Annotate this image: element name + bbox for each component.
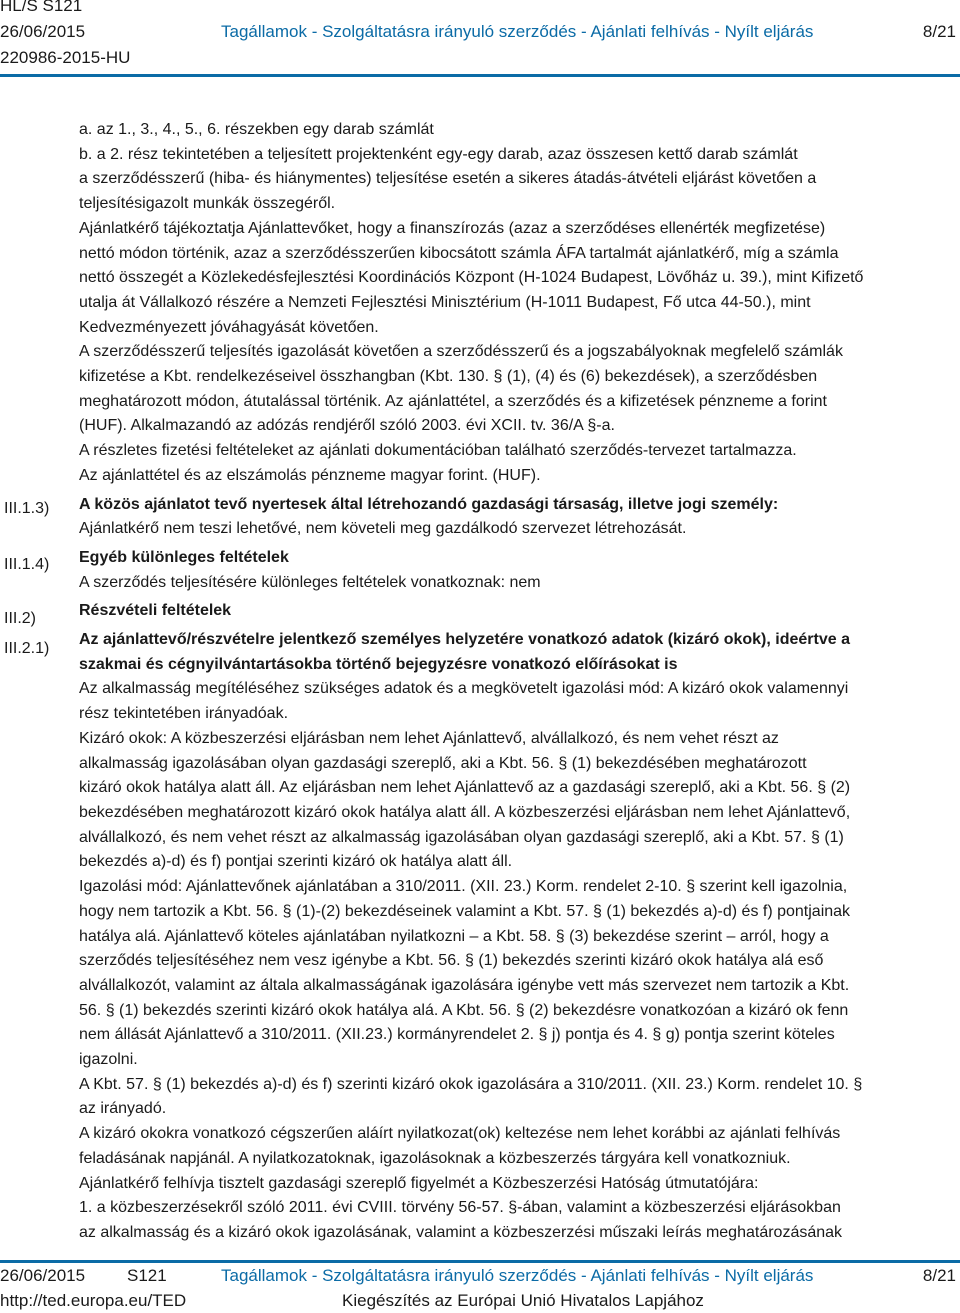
footer-title: Tagállamok - Szolgáltatásra irányuló szerződés - Ajánlati felhívás - Nyílt eljárás [221,1266,814,1285]
text-line: A szerződésszerű teljesítés igazolását követően a szerződésszerű és a jogszabályoknak megfelelő számlák [79,343,843,361]
section-heading-III-1-4: Egyéb különleges feltételek [79,548,289,566]
footer-subtitle: Kiegészítés az Európai Unió Hivatalos Lapjához [342,1291,704,1310]
text-line: nettó módon történik, azaz a szerződésszerűen kibocsátott számla ÁFA tartalmát ajánlatkérő, míg a számla [79,244,839,262]
text-line: feladásának napjánál. A nyilatkozatoknak, igazolásoknak a közbeszerzés tárgyára kell vonatkozniuk. [79,1149,791,1167]
text-line: A Kbt. 57. § (1) bekezdés a)-d) és f) szerinti kizáró okok igazolására a 310/2011. (XII. 23.) Korm. rendelet 10. § [79,1075,863,1093]
text-line: (HUF). Alkalmazandó az adózás rendjéről szóló 2003. évi XCII. tv. 36/A §-a. [79,417,615,435]
exclusion-grounds-text [79,677,949,1245]
text-line: Kedvezményezett jóváhagyását követően. [79,318,379,336]
text-line: az irányadó. [79,1100,167,1118]
text-line: Kizáró okok: A közbeszerzési eljárásban nem lehet Ajánlattevő, alvállalkozó, és nem vehet részt az [79,729,779,747]
text-line: Ajánlatkérő tájékoztatja Ajánlattevőket, hogy a finanszírozás (azaz a szerződéses ellenérték megfizetése) [79,219,826,237]
section-label-III-2: III.2) [4,610,37,627]
section-heading-III-2-1-line2: szakmai és cégnyilvántartásokba történő bejegyzésre vonatkozó előírásokat is [79,655,678,673]
section-heading-III-2: Részvételi feltételek [79,602,232,620]
footer-series: S121 [127,1266,167,1285]
footer-page-number: 8/21 [922,1266,956,1285]
text-line: nettó összegét a Közlekedésfejlesztési Koordinációs Központ (H-1024 Budapest, Lövőház u. 39.), mint Kifizető [79,269,864,287]
section-label-III-1-3: III.1.3) [4,500,50,517]
section-label-III-2-1: III.2.1) [4,640,50,657]
text-line: hatálya alá. Ajánlattevő köteles ajánlatában nyilatkozni – a Kbt. 58. § (3) bekezdése szerint – arról, hogy a [79,927,829,945]
text-line: teljesítésigazolt munkák összegéről. [79,195,336,213]
text-line: Igazolási mód: Ajánlattevőnek ajánlatában a 310/2011. (XII. 23.) Korm. rendelet 2-10. § szerint kell igazolnia, [79,878,848,896]
text-line: A részletes fizetési feltételeket az ajánlati dokumentációban található szerződés-tervezet tartalmazza. [79,442,797,460]
text-line: Ajánlatkérő felhívja tisztelt gazdasági szereplő figyelmét a Közbeszerzési Hatóság útmutatójára: [79,1174,759,1192]
text-line: bekezdésében meghatározott kizáró okok hatálya alatt áll. A közbeszerzési eljárásban nem lehet Ajánlattevő, [79,803,851,821]
text-line: alvállalkozót, valamint az általa alkalmasságának igazolására igénybe vett más szervezet nem tartozik a Kbt. [79,976,850,994]
footer-url-link[interactable]: http://ted.europa.eu/TED [0,1291,187,1310]
document-body [79,118,949,1246]
text-line: 56. § (1) bekezdés szerinti kizáró okok hatálya alá. A Kbt. 56. § (2) bekezdésre vonatkozóan a kizáró ok fenn [79,1001,849,1019]
payment-terms [79,118,949,489]
text-line: alvállalkozó, és nem vehet részt az alkalmasság igazolásában olyan gazdasági szereplő, aki a Kbt. 57. § (1) [79,828,844,846]
text-line: A kizáró okokra vonatkozó cégszerűen aláírt nyilatkozat(ok) keltezése nem lehet korábbi az ajánlati felhívás [79,1125,841,1143]
header-date: 26/06/2015 [0,22,86,41]
header-title: Tagállamok - Szolgáltatásra irányuló szerződés - Ajánlati felhívás - Nyílt eljárás [221,22,814,41]
section-text-III-1-4: A szerződés teljesítésére különleges feltételek vonatkoznak: nem [79,573,541,591]
text-line: bekezdés a)-d) és f) pontjai szerinti kizáró ok hatálya alatt áll. [79,853,513,871]
section-heading-III-1-3: A közös ajánlatot tevő nyertesek által létrehozandó gazdasági társaság, illetve jogi személy: [79,495,779,513]
header-rule [0,74,960,77]
text-line: utalja át Vállalkozó részére a Nemzeti Fejlesztési Minisztérium (H-1011 Budapest, Fő utca 44-50.), mint [79,293,811,311]
header-page-number: 8/21 [922,22,956,41]
text-line: kizáró okok hatálya alatt áll. Az eljárásban nem lehet Ajánlattevő az a gazdasági szereplő, aki a Kbt. 56. § (2) [79,779,851,797]
section-heading-III-2-1-line1: Az ajánlattevő/részvételre jelentkező személyes helyzetére vonatkozó adatok (kizáró okok), ideértve a [79,631,850,649]
text-line: nem állását Ajánlattevő a 310/2011. (XII.23.) kormányrendelet 2. § j) pontja és 4. § g) pontja szerint köteles [79,1026,835,1044]
text-line: hogy nem tartozik a Kbt. 56. § (1)-(2) bekezdéseinek valamint a Kbt. 57. § (1) bekezdés a)-d) és f) pontjainak [79,902,851,920]
text-line: igazolni. [79,1051,138,1069]
text-line: Az ajánlattétel és az elszámolás pénzneme magyar forint. (HUF). [79,466,541,484]
text-line: szerződés teljesítéséhez nem vesz igénybe a Kbt. 56. § (1) bekezdés szerinti kizáró okok hatálya alá eső [79,952,824,970]
document-code: HL/S S121 [0,0,83,15]
footer-rule [0,1260,960,1263]
text-line: az alkalmasság és a kizáró okok igazolásának, valamint a közbeszerzési műszaki leírás meghatározásának [79,1223,843,1241]
text-line: alkalmasság igazolásában olyan gazdasági szereplő, aki a Kbt. 56. § (1) bekezdésében meghatározott [79,754,807,772]
footer-date: 26/06/2015 [0,1266,86,1285]
notice-id: 220986-2015-HU [0,48,131,67]
text-line: a. az 1., 3., 4., 5., 6. részekben egy darab számlát [79,121,434,138]
text-line: rész tekintetében irányadóak. [79,705,289,723]
text-line: kifizetése a Kbt. rendelkezéseivel összhangban (Kbt. 130. § (1), (4) és (6) bekezdések), a szerződésben [79,368,818,386]
text-line: Az alkalmasság megítéléséhez szükséges adatok és a megkövetelt igazolási mód: A kizáró okok valamennyi [79,680,849,698]
section-label-III-1-4: III.1.4) [4,556,50,573]
text-line: meghatározott módon, átutalással történik. Az ajánlattétel, a szerződés és a kifizetések pénzneme a forint [79,392,827,410]
text-line: 1. a közbeszerzésekről szóló 2011. évi CVIII. törvény 56-57. §-ában, valamint a közbeszerzési eljárásokban [79,1199,841,1217]
text-line: a szerződésszerű (hiba- és hiánymentes) teljesítése esetén a sikeres átadás-átvételi eljárást követően a [79,170,817,188]
section-text-III-1-3: Ajánlatkérő nem teszi lehetővé, nem követeli meg gazdálkodó szervezet létrehozását. [79,520,687,538]
text-line: b. a 2. rész tekintetében a teljesített projektenként egy-egy darab, azaz összesen kettő darab számlát [79,145,798,163]
